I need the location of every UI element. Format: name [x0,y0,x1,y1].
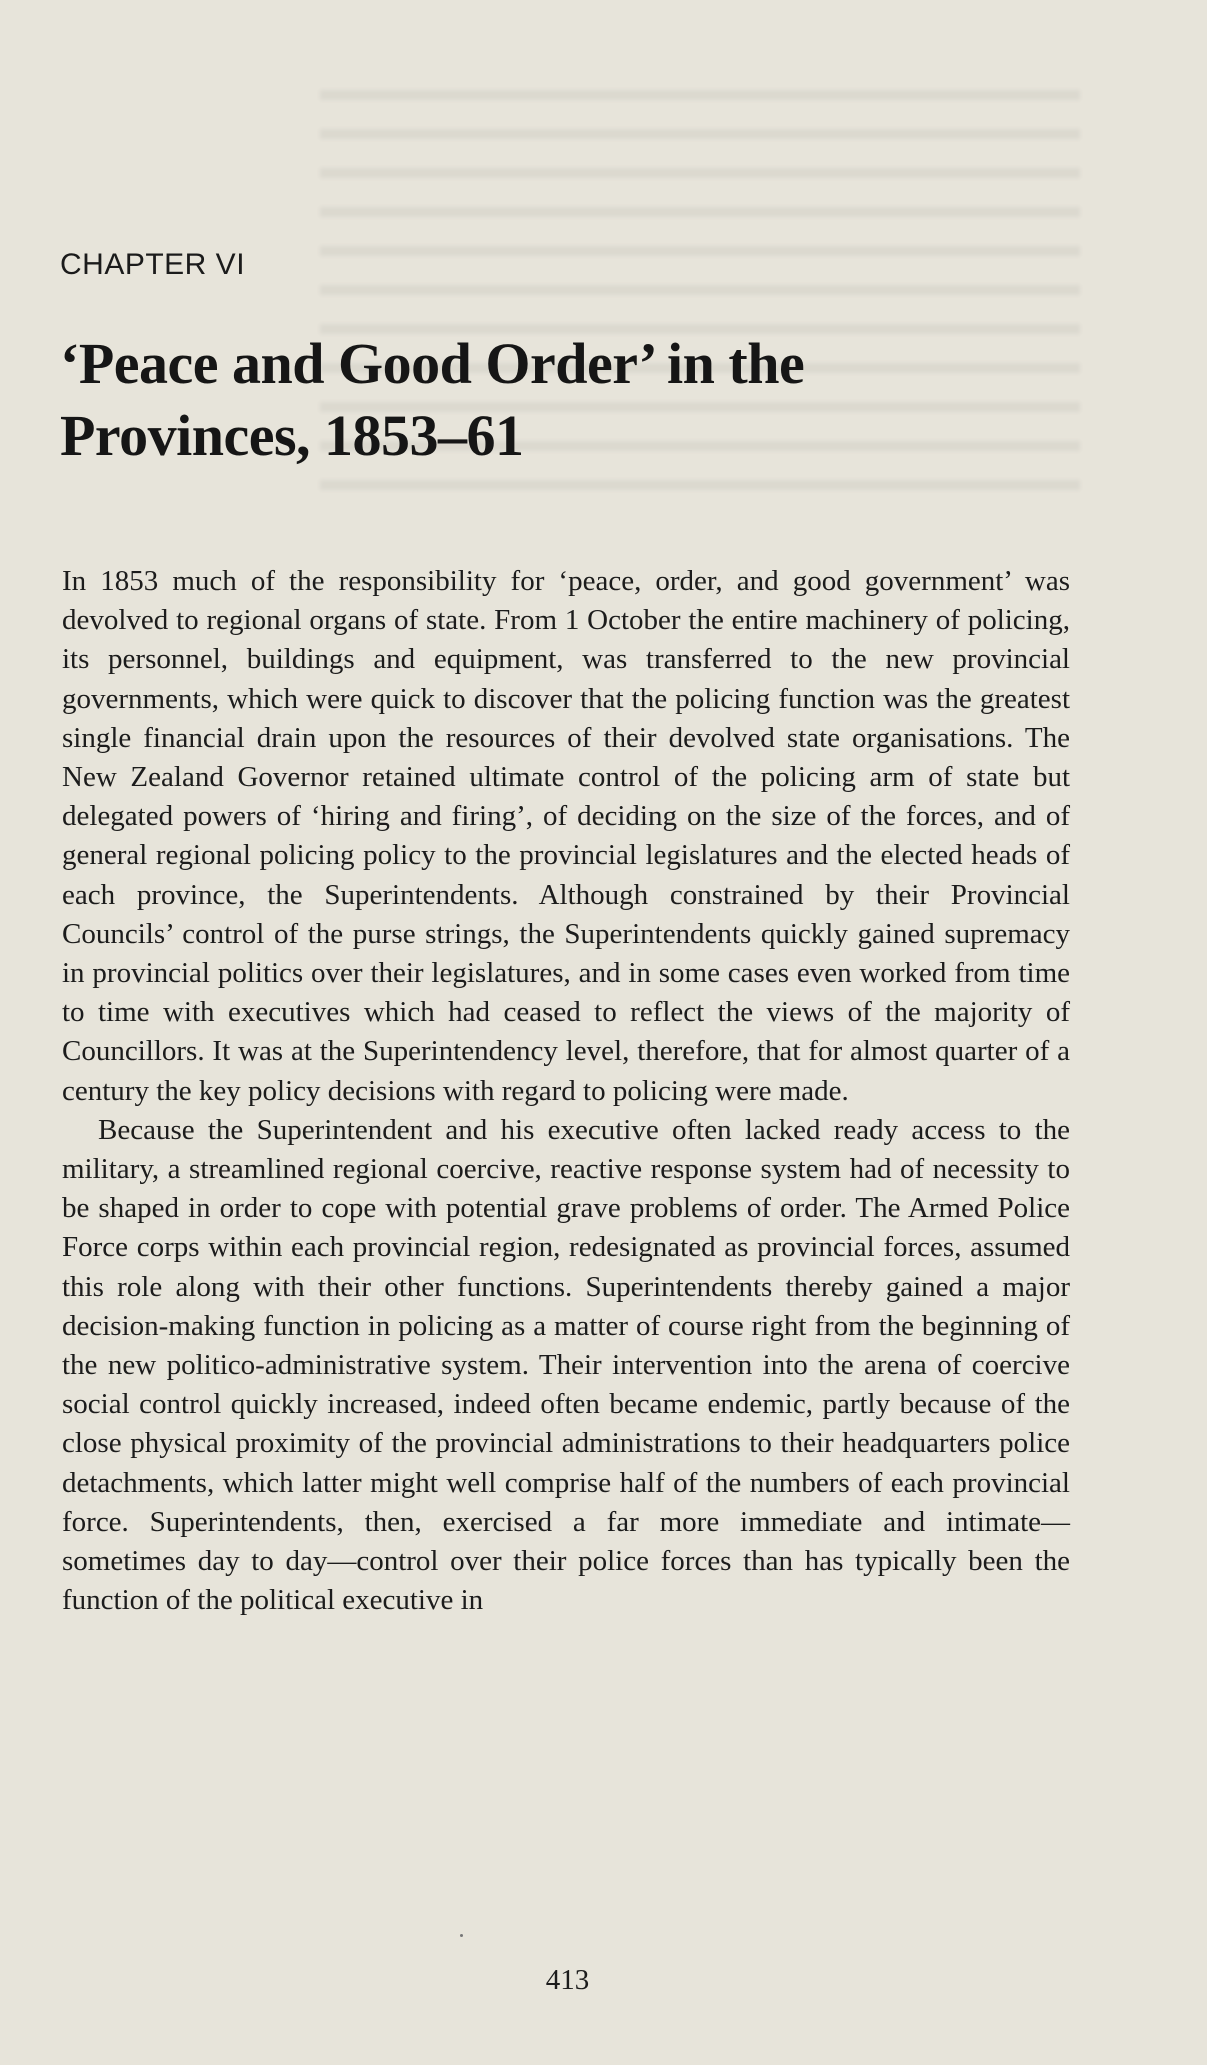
paragraph-2: Because the Superintendent and his executive often lacked ready access to the military, a streamlined regional coercive, reactive response system had of necessity to be shaped in order to cope with potential grave problems of order. The Armed Police Force corps within each provincial region, redesignated as provincial forces, assumed this role along with their other functions. Superintendents thereby gained a major decision-making function in policing as a matter of course right from the beginning of the new politico-administrative system. Their intervention into the arena of coercive social control quickly increased, indeed often became endemic, partly because of the close physical proximity of the provincial administrations to their headquarters police detachments, which latter might well comprise half of the numbers of each provincial force. Superintendents, then, exercised a far more immediate and intimate—sometimes day to day—control over their police forces than has typically been the function of the political executive in [62,1113,1070,1617]
printing-speck [460,1934,463,1937]
paragraph-1: In 1853 much of the responsibility for ‘peace, order, and good government’ was devolved to regional organs of state. From 1 October the entire machinery of policing, its personnel, buildings and equipment, was transferred to the new provincial governments, which were quick to discover that the policing function was the greatest single financial drain upon the resources of their devolved state organisations. The New Zealand Governor retained ultimate control of the policing arm of state but delegated powers of ‘hiring and firing’, of deciding on the size of the forces, and of general regional policing policy to the provincial legislatures and the elected heads of each province, the Superintendents. Although constrained by their Provincial Councils’ control of the purse strings, the Superintendents quickly gained supremacy in provincial politics over their legislatures, and in some cases even worked from time to time with executives which had ceased to reflect the views of the majority of Councillors. It was at the Superintendency level, therefore, that for almost quarter of a century the key policy decisions with regard to policing were made. [62,565,1070,1107]
chapter-label: CHAPTER VI [60,248,246,281]
page-number: 413 [545,1964,590,1996]
chapter-title [60,328,1090,472]
chapter-title-line-1: ‘Peace and Good Order’ in the [60,331,805,396]
chapter-title-line-2: Provinces, 1853–61 [60,403,524,468]
body-text [62,562,1070,1620]
